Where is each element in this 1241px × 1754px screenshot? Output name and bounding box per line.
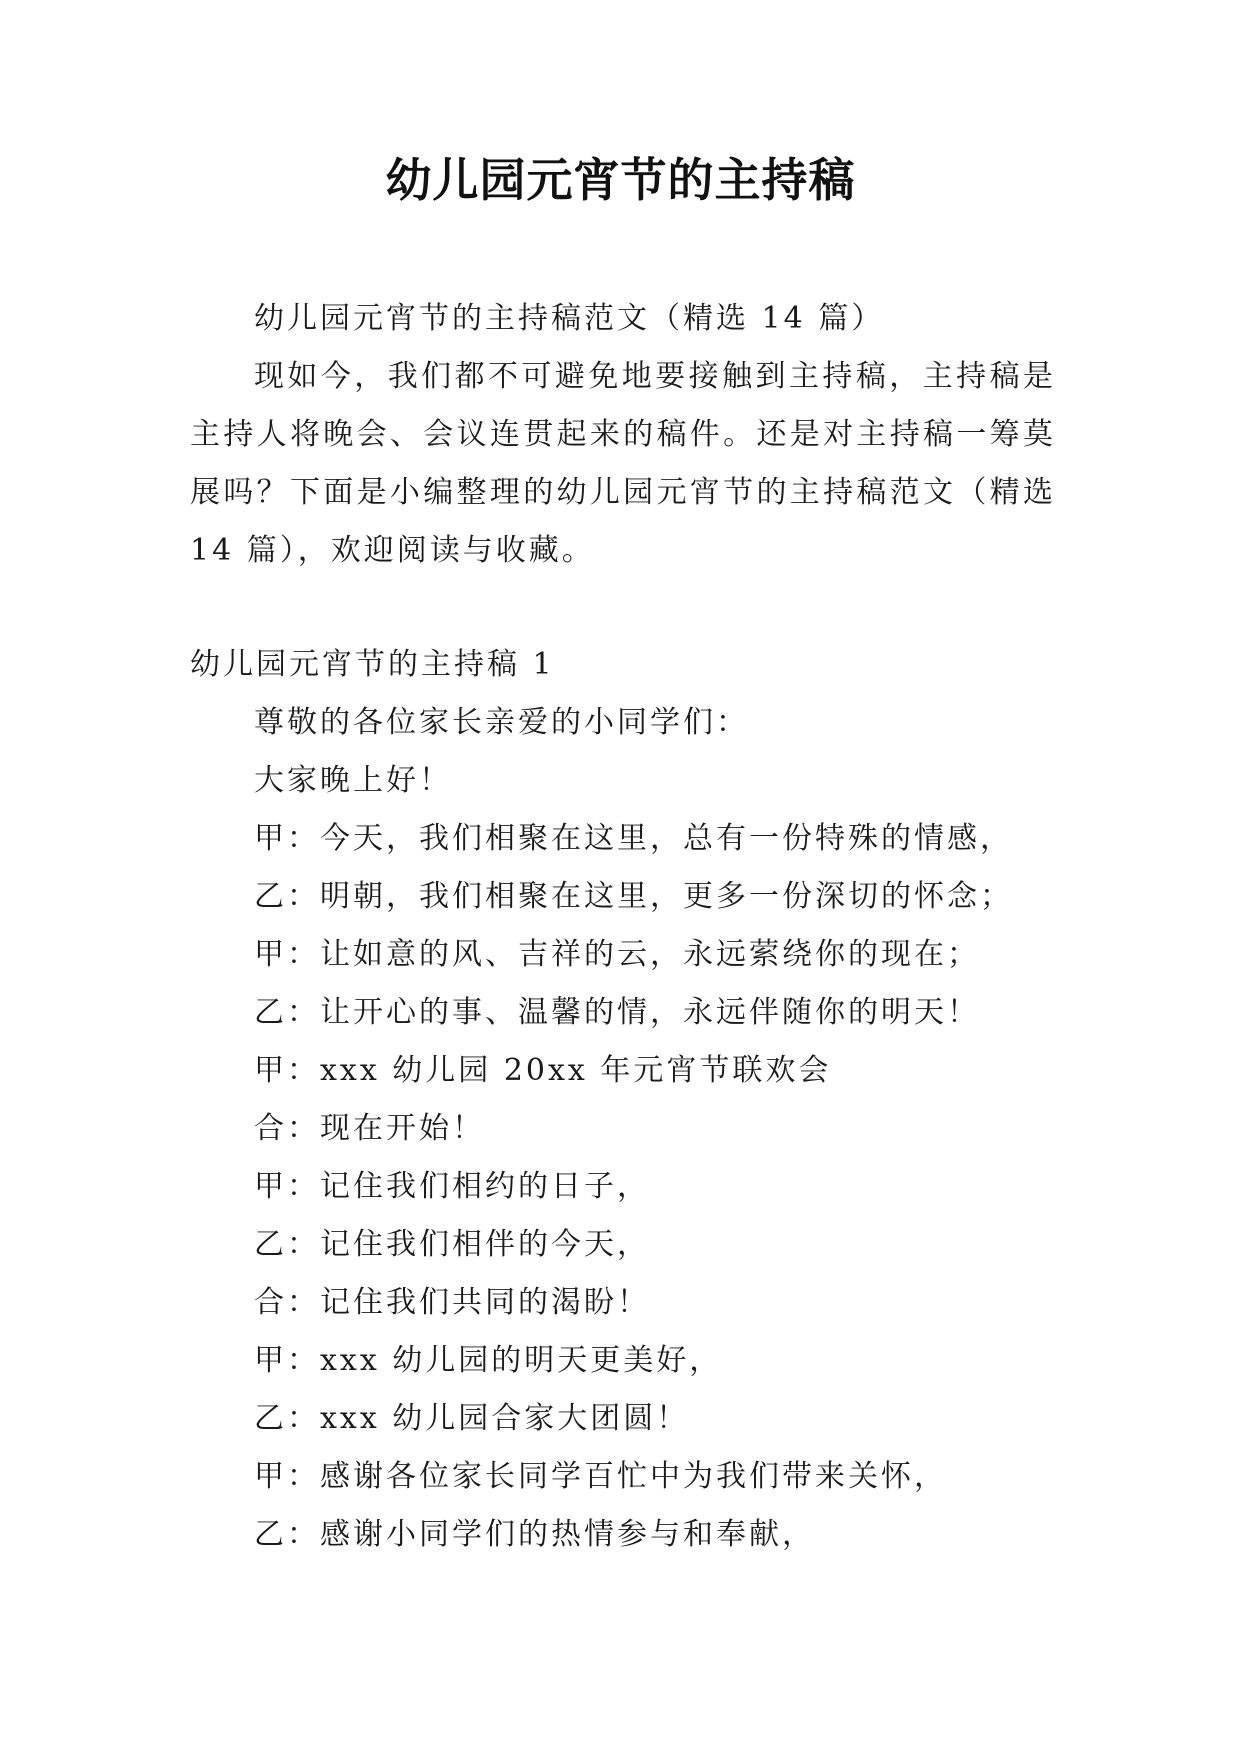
script-line: 乙：记住我们相伴的今天， [254, 1227, 650, 1262]
script-line: 甲：记住我们相约的日子， [254, 1169, 650, 1204]
script-line: 甲：让如意的风、吉祥的云，永远萦绕你的现在； [254, 937, 980, 972]
script-line: 合：记住我们共同的渴盼！ [254, 1285, 650, 1320]
document-title: 幼儿园元宵节的主持稿 [385, 153, 856, 207]
subtitle-paragraph: 幼儿园元宵节的主持稿范文（精选 14 篇） [254, 301, 885, 336]
script-line: 乙：明朝，我们相聚在这里，更多一份深切的怀念； [254, 879, 1013, 914]
script-line: 乙：感谢小同学们的热情参与和奉献， [254, 1517, 815, 1552]
script-line: 大家晚上好！ [254, 763, 452, 798]
script-line: 尊敬的各位家长亲爱的小同学们： [254, 705, 749, 740]
script-line: 甲：xxx 幼儿园的明天更美好， [254, 1343, 723, 1378]
script-line: 甲：感谢各位家长同学百忙中为我们带来关怀， [254, 1459, 947, 1494]
script-line: 甲：xxx 幼儿园 20xx 年元宵节联欢会 [254, 1053, 832, 1088]
script-line: 乙：让开心的事、温馨的情，永远伴随你的明天！ [254, 995, 980, 1030]
document-body [190, 290, 1056, 1564]
script-line: 乙：xxx 幼儿园合家大团圆！ [254, 1401, 690, 1436]
paragraph-spacer [190, 580, 1056, 636]
script-line: 合：现在开始！ [254, 1111, 485, 1146]
section-heading: 幼儿园元宵节的主持稿 1 [190, 647, 555, 682]
intro-paragraph: 现如今，我们都不可避免地要接触到主持稿，主持稿是主持人将晚会、会议连贯起来的稿件。还是对主持稿一筹莫展吗？下面是小编整理的幼儿园元宵节的主持稿范文（精选 14 篇），欢迎阅读与收藏。 [190, 359, 1056, 568]
script-line: 甲：今天，我们相聚在这里，总有一份特殊的情感， [254, 821, 1013, 856]
